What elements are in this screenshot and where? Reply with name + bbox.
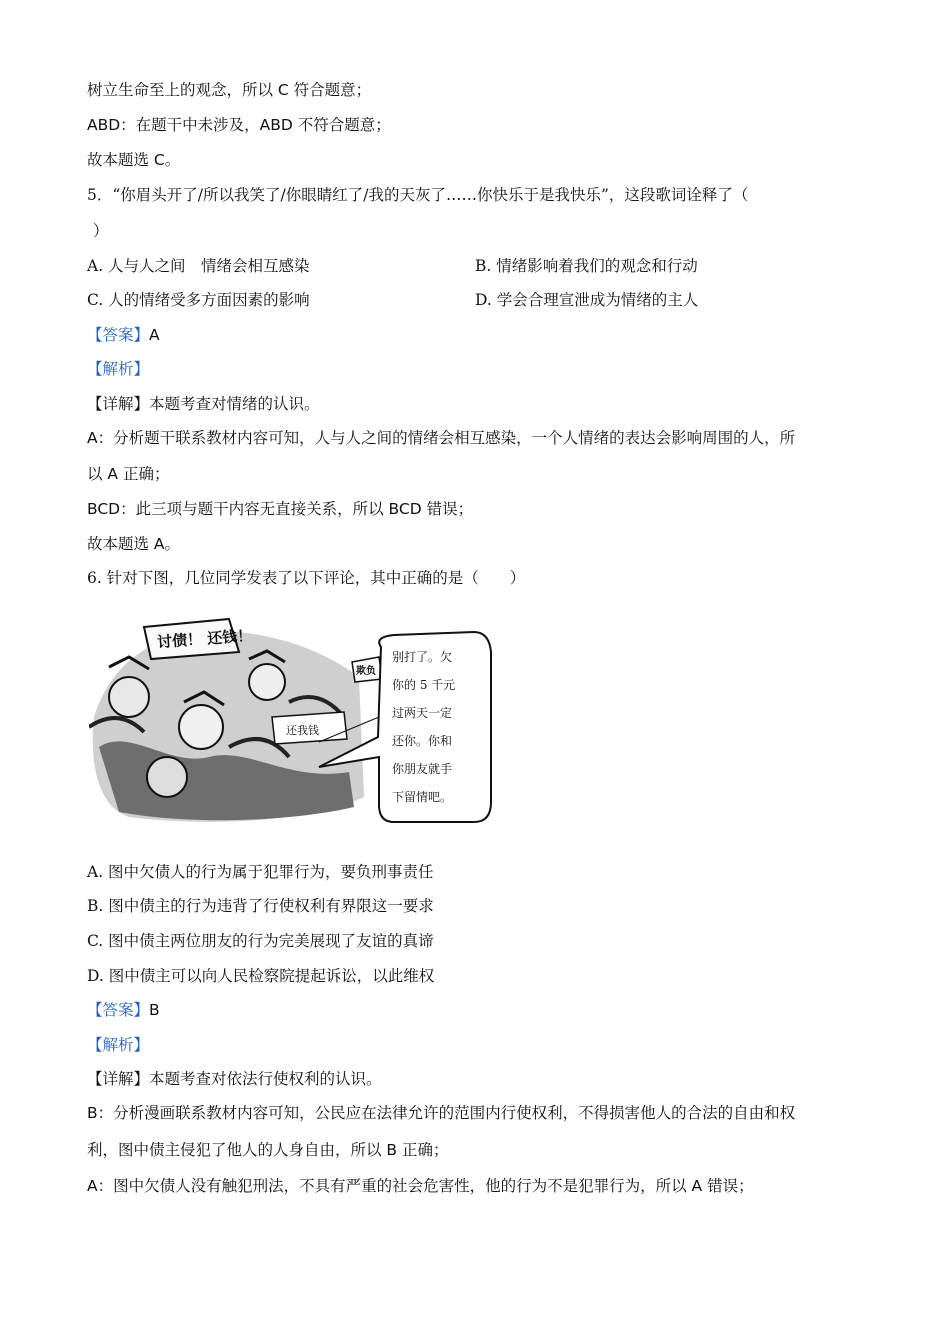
answer-tag: 【答案】 <box>87 326 150 344</box>
q5-option-a: A. 人与人之间 情绪会相互感染 <box>87 257 310 275</box>
q5-analysis-tag: 【解析】 <box>87 360 150 378</box>
question-5-stem-close: ） <box>93 222 109 240</box>
q5-conclusion: 故本题选 A。 <box>87 535 181 553</box>
answer-value: A <box>149 326 160 344</box>
question-5-stem: 5．“你眉头开了/所以我笑了/你眼睛红了/我的天灰了……你快乐于是我快乐”，这段歌词诠释了（ <box>87 186 749 204</box>
text-line: 故本题选 C。 <box>87 151 181 169</box>
cartoon-image <box>89 607 494 829</box>
q5-answer <box>87 325 160 345</box>
cartoon-speech-line: 还你。你和 <box>392 734 453 748</box>
q6-analysis-tag: 【解析】 <box>87 1036 150 1054</box>
q6-option-d: D. 图中债主可以向人民检察院提起诉讼，以此维权 <box>87 967 435 985</box>
cartoon-speech-line: 过两天一定 <box>392 706 453 720</box>
q5-option-c: C. 人的情绪受多方面因素的影响 <box>87 291 310 309</box>
q5-detail: 【详解】本题考查对情绪的认识。 <box>87 395 320 413</box>
q5-option-b: B. 情绪影响着我们的观念和行动 <box>475 257 698 275</box>
cartoon-speech-line: 下留情吧。 <box>392 790 453 804</box>
q6-option-b: B. 图中债主的行为违背了行使权利有界限这一要求 <box>87 897 434 915</box>
answer-tag: 【答案】 <box>87 1001 150 1019</box>
cartoon-small-sign: 欺负 <box>356 666 376 677</box>
cartoon-sign-text: 讨债！ 还钱！ <box>156 626 253 652</box>
q6-option-a: A. 图中欠债人的行为属于犯罪行为，要负刑事责任 <box>87 863 434 881</box>
q6-explain-b2: 利，图中债主侵犯了他人的人身自由，所以 B 正确； <box>87 1141 449 1159</box>
q5-explain-a2: 以 A 正确； <box>87 465 170 483</box>
text-line: 树立生命至上的观念，所以 C 符合题意； <box>87 81 372 99</box>
cartoon-speech-line: 你的 5 千元 <box>392 678 456 692</box>
q5-explain-a1: A：分析题干联系教材内容可知，人与人之间的情绪会相互感染，一个人情绪的表达会影响周围的人，所 <box>87 429 796 447</box>
cartoon-speech-small: 还我钱 <box>286 724 319 737</box>
cartoon-speech-line: 你朋友就手 <box>392 762 453 776</box>
q6-answer <box>87 1000 160 1020</box>
cartoon-speech-line: 别打了。欠 <box>392 650 453 664</box>
q6-detail: 【详解】本题考查对依法行使权利的认识。 <box>87 1070 382 1088</box>
text-line: ABD：在题干中未涉及，ABD 不符合题意； <box>87 116 391 134</box>
question-6-stem: 6. 针对下图，几位同学发表了以下评论，其中正确的是（ ） <box>87 569 526 587</box>
q6-explain-b1: B：分析漫画联系教材内容可知，公民应在法律允许的范围内行使权利，不得损害他人的合法的自由和权 <box>87 1104 796 1122</box>
q5-option-d: D. 学会合理宣泄成为情绪的主人 <box>475 291 699 309</box>
answer-value: B <box>149 1001 160 1019</box>
q6-explain-a1: A：图中欠债人没有触犯刑法，不具有严重的社会危害性，他的行为不是犯罪行为，所以 A 错误； <box>87 1177 754 1195</box>
q6-option-c: C. 图中债主两位朋友的行为完美展现了友谊的真谛 <box>87 932 434 950</box>
q5-explain-bcd: BCD：此三项与题干内容无直接关系，所以 BCD 错误； <box>87 500 474 518</box>
